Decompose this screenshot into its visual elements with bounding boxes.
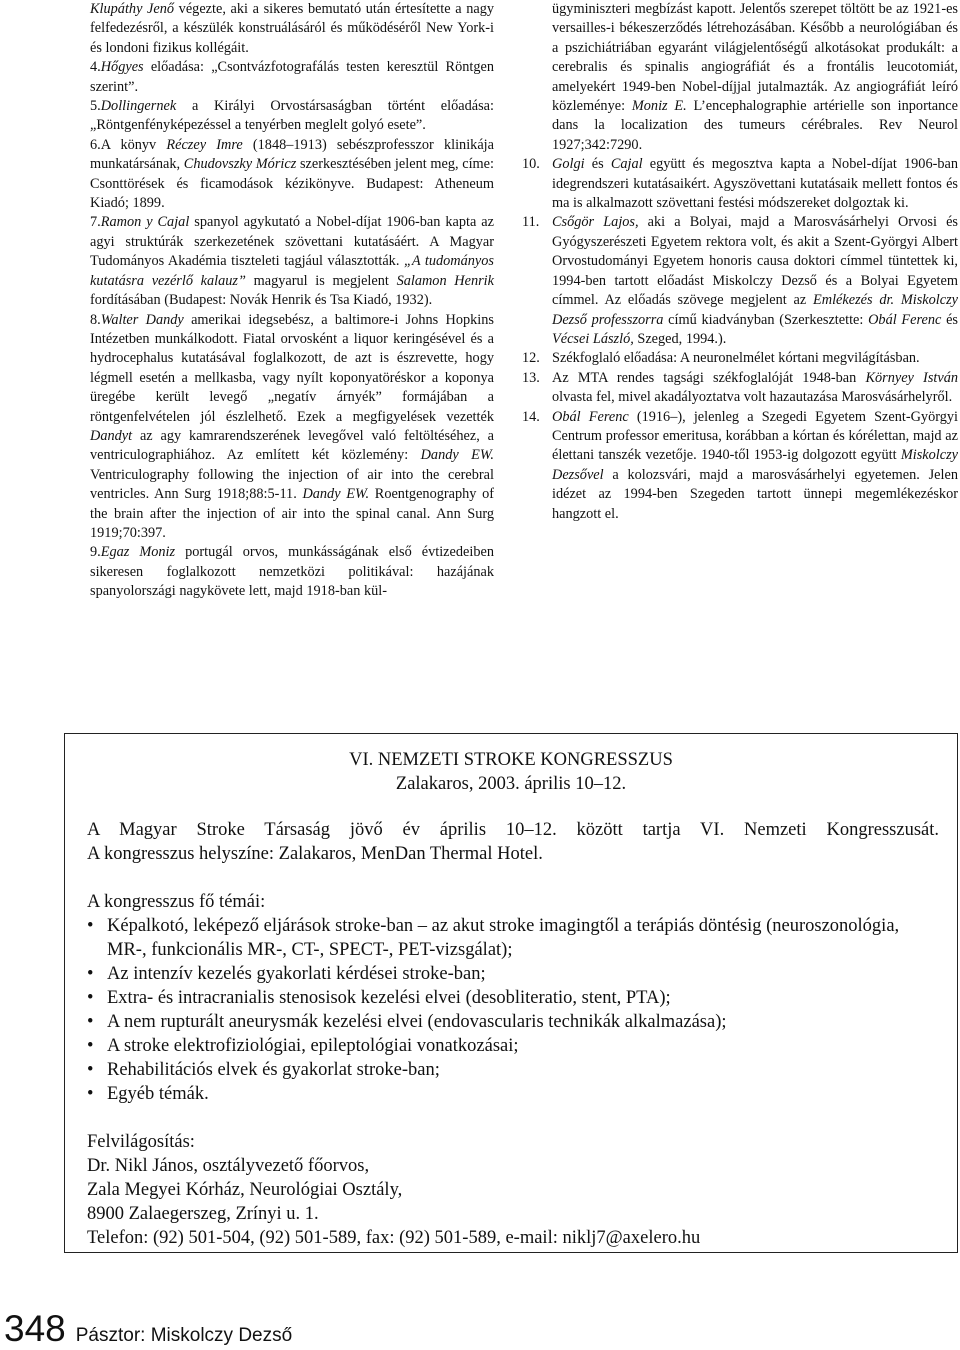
contact-heading: Felvilágosítás:	[87, 1132, 195, 1152]
footnote-emphasis: Dandy EW.	[420, 447, 494, 464]
footnote-emphasis: Vécsei László,	[552, 330, 634, 347]
footnote-text: fordításában (Budapest: Novák Henrik és Tsa Kiadó, 1932).	[90, 292, 433, 309]
topic-item	[87, 1010, 939, 1034]
bullet-icon: •	[87, 1012, 94, 1032]
announcement-intro	[87, 818, 939, 866]
topic-text: Extra- és intracranialis stenosisok kezelési elvei (desobliteratio, stent, PTA);	[107, 988, 671, 1008]
footnote-emphasis: Golgi	[552, 156, 585, 173]
footnote-emphasis: Dandy EW.	[302, 486, 370, 503]
topic-item	[87, 1034, 939, 1058]
footnote-emphasis: Dollingernek	[100, 98, 177, 115]
contact-line: Zala Megyei Kórház, Neurológiai Osztály,	[87, 1180, 403, 1200]
footnote-text: olvasta fel, mivel akadályoztatva volt hazautazása Marosvásárhelyről.	[552, 389, 953, 406]
footnote-text: (1848–1913) sebészprofesszor klinikája munkatársának,	[90, 136, 494, 173]
footnote-emphasis: Walter Dandy	[100, 311, 184, 328]
topics-list	[87, 914, 939, 1106]
footnote-emphasis: Egaz Moniz	[100, 544, 176, 561]
footnote-text: és	[584, 156, 611, 173]
announcement-title: VI. NEMZETI STROKE KONGRESSZUS	[349, 750, 673, 770]
topic-item	[87, 986, 939, 1010]
footnote-text: a Királyi Orvostársaságban történt előadása: „Röntgenfényképezéssel a tenyérben meglelt golyó esete”.	[90, 98, 494, 134]
footnote-emphasis: Moniz E.	[631, 98, 687, 115]
left-notes-column	[90, 0, 494, 602]
footnote-text: című kiadványban (Szerkesztette:	[663, 311, 869, 328]
page-number: 348	[4, 1308, 66, 1349]
topic-text: Az intenzív kezelés gyakorlati kérdései stroke-ban;	[107, 964, 486, 984]
footnote-text: Az MTA rendes tagsági székfoglalóját 1948-ban	[552, 369, 866, 386]
footnote-text: Roentgenography of the brain after the injection of air into the spinal canal. Ann Surg 1919;70:397.	[90, 486, 494, 541]
footnote-emphasis: Emlékezés dr. Miskolczy Dezső professzorra	[552, 292, 958, 328]
footnote-text: együtt és megosztva kapta a Nobel-díjat 1906-ban idegrendszeri kutatásaikért. Agyszövettani kutatásaik mellett fontos és ma is alkalmazott szövettani festési módszereket dolgoztak ki.	[552, 156, 958, 212]
footnote: 10. Golgi és Cajal együtt és megosztva kapta a Nobel-díjat 1906-ban idegrendszeri kutatásaikért. Agyszövettani kutatásaik mellett fontos és ma is alkalmazott szövettani festési módszereket dolgoztak ki.	[522, 156, 958, 212]
footnote-text: Szeged, 1994.).	[633, 330, 727, 347]
topic-text: A stroke elektrofiziológiai, epileptológiai vonatkozásai;	[107, 1036, 519, 1056]
topic-item	[87, 962, 939, 986]
bullet-icon: •	[87, 1084, 94, 1104]
topic-text: A nem rupturált aneurysmák kezelési elvei (endovascularis technikák alkalmazása);	[107, 1012, 727, 1032]
footnote	[552, 0, 958, 155]
footnote-number: 5.	[90, 98, 101, 115]
contact-line: 8900 Zalaegerszeg, Zrínyi u. 1.	[87, 1204, 319, 1224]
footnote-emphasis: Hőgyes	[100, 59, 144, 76]
bullet-icon: •	[87, 1060, 94, 1080]
footnote-emphasis: Réczey Imre	[166, 136, 243, 153]
footnote-emphasis: Salamon Henrik	[396, 272, 494, 289]
topic-item	[87, 1058, 939, 1082]
footnote	[90, 0, 494, 58]
announcement-contact	[87, 1130, 939, 1250]
right-notes-column	[522, 0, 959, 524]
footnote-text: A könyv	[100, 136, 167, 153]
footnote-emphasis: Dandyt	[90, 427, 133, 444]
footnote-text: végezte, aki a sikeres bemutató után értesítette a nagy felfedezésről, a készülék konstruálásáról és működéséről New York-i és londoni fizikus kollégáit.	[90, 1, 494, 56]
contact-line: Telefon: (92) 501-504, (92) 501-589, fax: (92) 501-589, e-mail: niklj7@axelero.hu	[87, 1228, 701, 1248]
announcement-header	[65, 748, 957, 796]
footnote: 13. Az MTA rendes tagsági székfoglalóját 1948-ban Környey István olvasta fel, mivel akadályoztatva volt hazautazása Marosvásárhelyről.	[522, 369, 959, 406]
footnote-text: szerkesztésében jelent meg, címe: Csonttörések és ficamodások kézikönyve. Budapest: Atheneum Kiadó; 1899.	[90, 156, 494, 212]
footnote-emphasis: Cajal	[610, 156, 643, 173]
footnote-text: (1916–), jelenleg a Szegedi Egyetem Szent-Györgyi Centrum professor emeritusa, korábban a kórtan és kórélettan, majd az élettani tanszék vezetője. 1940-től 1953-ig dolgozott együtt	[552, 408, 958, 464]
topic-text: Rehabilitációs elvek és gyakorlat stroke-ban;	[107, 1060, 440, 1080]
contact-line: Dr. Nikl János, osztályvezető főorvos,	[87, 1156, 370, 1176]
announcement-subtitle: Zalakaros, 2003. április 10–12.	[395, 774, 627, 794]
bullet-icon: •	[87, 916, 94, 936]
footnote-emphasis: Miskolczy Dezsővel	[552, 447, 958, 483]
footnote-emphasis: Csőgör Lajos,	[552, 214, 639, 231]
footnote-emphasis: Ramon y Cajal	[100, 214, 190, 231]
footnote-emphasis: „A tudományos kutatásra vezérlő kalauz”	[90, 253, 494, 289]
footnote-emphasis: Környey István	[865, 369, 959, 386]
footnote-number: 8.	[90, 311, 101, 328]
footnote-text: L’encephalographie artérielle son inportance dans la localization des tumeurs cérébrales. Rev Neurol 1927;342:7290.	[552, 98, 958, 153]
footnote-number: 7.	[90, 214, 101, 231]
footnote-number: 9.	[90, 544, 101, 561]
topic-item	[87, 914, 939, 962]
footnote-text: portugál orvos, munkásságának első évtizedeiben sikeresen foglalkozott nemzetközi politikával: hazájának spanyolországi nagykövete lett, majd 1918-ban kül-	[90, 544, 494, 600]
topic-text: Képalkotó, leképező eljárások stroke-ban – az akut stroke imagingtől a terápiás döntésig (neuroszonológia, MR-, funkcionális MR-, CT-, SPECT-, PET-vizsgálat);	[107, 916, 900, 960]
footnote	[90, 543, 494, 601]
footnote-emphasis: Obál Ferenc	[552, 408, 629, 425]
footnote-number: 4.	[90, 59, 101, 76]
footnote: 12. Székfoglaló előadása: A neuronelmélet kórtani megvilágításban.	[522, 350, 920, 367]
intro-line-2: A kongresszus helyszíne: Zalakaros, MenDan Thermal Hotel.	[87, 844, 543, 864]
footnote-text: magyarul is megjelent	[245, 272, 397, 289]
topic-item	[87, 1082, 939, 1106]
footnote-text: spanyol agykutató a Nobel-díjat 1906-ban kapta az agyi struktúrák szerkezetének szövettani kutatásáért. A Magyar Tudományos Akadémia tiszteleti tagjául választották.	[90, 214, 494, 270]
footnote-text: előadása: „Csontvázfotografálás testen keresztül Röntgen szerint”.	[90, 59, 494, 95]
footnote-text: Székfoglaló előadása: A neuronelmélet kórtani megvilágításban.	[552, 350, 920, 367]
footnote-emphasis: Klupáthy Jenő	[90, 1, 175, 17]
bullet-icon: •	[87, 964, 94, 984]
bullet-icon: •	[87, 988, 94, 1008]
running-author: Pásztor: Miskolczy Dezső	[75, 1325, 293, 1346]
congress-announcement-box	[64, 733, 958, 1253]
footnote	[90, 213, 494, 310]
footnote	[90, 58, 494, 97]
footnote-emphasis: Obál Ferenc	[868, 311, 942, 328]
footnote-text: Ventriculography following the injection of air into the cerebral ventricles. Ann Surg 1918;88:5-11.	[90, 466, 494, 503]
footnote	[90, 311, 494, 544]
topics-heading: A kongresszus fő témái:	[87, 892, 266, 912]
footnote-number: 6.	[90, 136, 101, 153]
footnote-text: amerikai idegsebész, a baltimore-i Johns Hopkins Intézetben munkálkodott. Fiatal orvosként a liquor keringésével és a hydrocephalus kutatásával foglalkozott, de azt is észrevette, hogy légmell esetén a mellkasba, vagy nyílt koponyatöréskor a koponya üregébe került levegő „negatív árnyék” formájában a röntgenfelvételen jól észlelhető. Ezek a megfigyelések vezették	[90, 311, 494, 425]
footnote: 14. Obál Ferenc (1916–), jelenleg a Szegedi Egyetem Szent-Györgyi Centrum professor emeritusa, korábban a kórtan és kórélettan, majd az élettani tanszék vezetője. 1940-től 1953-ig dolgozott együtt Miskolczy Dezsővel a kolozsvári, majd a marosvásárhelyi egyetemen. Jelen idézet az 1994-ben Szegeden tartott ünnepi megemlékezéskor hangzott el.	[522, 408, 958, 522]
footnote-text: az agy kamrarendszerének levegővel való feltöltéséhez, a ventriculographiához. Az említett két közlemény:	[90, 427, 494, 464]
topic-text: Egyéb témák.	[107, 1084, 209, 1104]
footnote: 11. Csőgör Lajos, aki a Bolyai, majd a Marosvásárhelyi Orvosi és Gyógyszerészeti Egyetem rektora volt, és akit a Szent-Györgyi Albert Orvostudományi Egyetem honoris causa doktori címmel tüntettek ki, 1994-ben tartott előadást Miskolczy Dezső és a Bolyai Egyetem címmel. Az előadás szövege megjelent az Emlékezés dr. Miskolczy Dezső professzorra című kiadványban (Szerkesztette: Obál Ferenc és Vécsei László, Szeged, 1994.).	[522, 214, 958, 347]
footnote	[90, 136, 494, 214]
footnote-text: ügyminiszteri megbízást kapott. Jelentős szerepet töltött be az 1921-es versailles-i békeszerződés létrehozásában. Később a neurológiában és a pszichiátriában egyaránt világjelentőségű alkotásokat produkált: a cerebralis és spinalis angiográfiát és a frontális leucotomiát, amelyekért 1949-ben Nobel-díjjal jutalmazták. Az angiográfiát leíró közleménye:	[552, 1, 958, 115]
footnote-text: aki a Bolyai, majd a Marosvásárhelyi Orvosi és Gyógyszerészeti Egyetem rektora volt, és akit a Szent-Györgyi Albert Orvostudományi Egyetem honoris causa doktori címmel tüntettek ki, 1994-ben tartott előadást Miskolczy Dezső és a Bolyai Egyetem címmel. Az előadás szövege megjelent az	[552, 214, 958, 309]
footnote-text: és	[941, 311, 958, 328]
footnote-emphasis: Chudovszky Móricz	[183, 156, 297, 173]
footnote-text: a kolozsvári, majd a marosvásárhelyi egyetemen. Jelen idézet az 1994-ben Szegeden tartott ünnepi megemlékezéskor hangzott el.	[552, 466, 958, 522]
footnote	[90, 97, 494, 136]
page-footer	[4, 1308, 292, 1350]
bullet-icon: •	[87, 1036, 94, 1056]
announcement-topics	[87, 890, 939, 1106]
intro-line-1: A Magyar Stroke Társaság jövő év április 10–12. között tartja VI. Nemzeti Kongresszusát.	[87, 820, 939, 840]
